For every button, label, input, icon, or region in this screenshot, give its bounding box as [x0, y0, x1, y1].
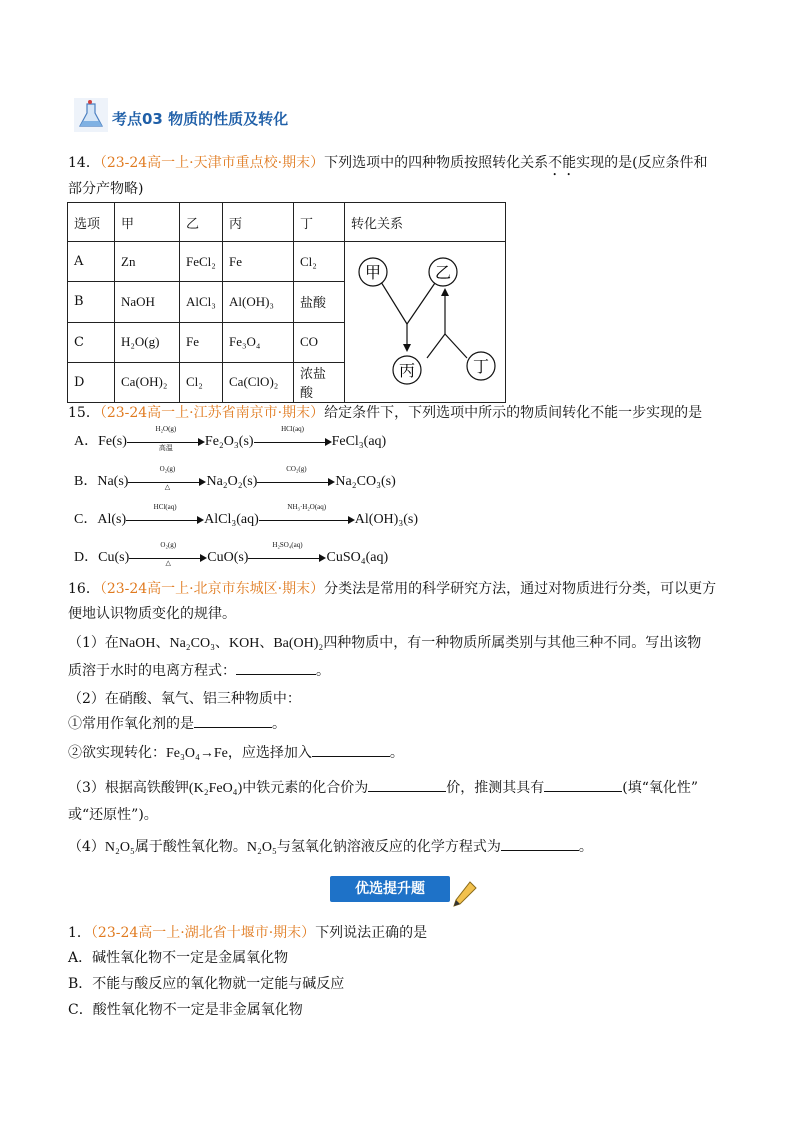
q16-part4: [68, 836, 593, 856]
answer-blank[interactable]: [236, 660, 316, 675]
q16-part2a: [68, 713, 286, 733]
arrow-condition: CO₂(g): [286, 464, 307, 473]
table-cell: Ca(OH)₂: [115, 362, 180, 402]
q1-option-a[interactable]: A．碱性氧化物不一定是金属氧化物: [68, 950, 289, 966]
table-cell: Cl₂: [180, 362, 223, 402]
species: CuO(s): [207, 550, 249, 565]
table-header: 丁: [294, 203, 345, 242]
table-cell: Fe: [180, 322, 223, 362]
q16-text: ，应选择加入: [227, 745, 312, 761]
q15-source: （23-24高一上·江苏省南京市·期末）: [99, 405, 325, 421]
q16-source: （23-24高一上·北京市东城区·期末）: [99, 581, 325, 597]
q16-text: （3）根据高铁酸钾: [68, 780, 189, 796]
arrow-condition: HCl(aq): [281, 424, 305, 433]
q15-option-a: [74, 424, 387, 452]
q16-intro: 分类法是常用的科学研究方法，通过对物质进行分类，可以更方: [324, 581, 717, 597]
transform-diagram: [345, 242, 505, 398]
arrow-condition: HCl(aq): [153, 502, 177, 511]
q16-number: 16．: [68, 581, 100, 597]
table-cell: NaOH: [115, 282, 180, 322]
q16-text: ①常用作氧化剂的是: [68, 716, 194, 732]
answer-blank[interactable]: [312, 742, 390, 757]
table-cell: 浓盐酸: [294, 362, 345, 402]
table-cell: 盐酸: [294, 282, 345, 322]
reaction-arrow: [248, 540, 326, 565]
table-header: 丙: [223, 203, 294, 242]
reaction-arrow: [127, 424, 205, 452]
q16-text: 。: [316, 663, 330, 679]
arrow-condition: H₂SO₄(aq): [272, 540, 303, 549]
q16-chem: N₂O₅: [246, 840, 277, 855]
species: Na₂CO₃(s): [335, 474, 396, 489]
species: AlCl₃(aq): [204, 512, 259, 527]
table-cell: B: [68, 282, 115, 322]
q15-option-b: [74, 464, 396, 491]
table-cell: Fe₃O₄: [223, 322, 294, 362]
q16-chem: (K₂FeO₄): [188, 781, 243, 796]
table-cell: D: [68, 362, 115, 402]
q15-option-c: [74, 502, 418, 528]
q14-emphasis: 不能: [548, 155, 577, 171]
q15-number: 15．: [68, 405, 100, 421]
q14-text: 下列选项中的四种物质按照转化关系: [324, 155, 549, 171]
table-header: 转化关系: [345, 203, 506, 242]
q16-chem: NaOH、Na₂CO₃、KOH、Ba(OH)₂: [118, 636, 324, 651]
arrow-condition: O₂(g): [159, 464, 176, 473]
species: Al(OH)₃(s): [354, 512, 418, 527]
q16-text: 与氢氧化钠溶液反应的化学方程式为: [276, 839, 501, 855]
q16-text: 。: [389, 745, 404, 761]
q1-number: 1．: [68, 925, 91, 941]
q16-text: 质溶于水时的电离方程式：: [68, 663, 236, 679]
species: CuSO₄(aq): [326, 550, 389, 565]
table-header: 选项: [68, 203, 115, 242]
q16-chem: N₂O₅: [104, 840, 135, 855]
q16-text: （4）: [68, 839, 105, 855]
q16-text: 。: [272, 716, 286, 732]
q16-text: 价，推测其具有: [446, 780, 545, 796]
q16-chem: Fe₃O₄→Fe: [166, 746, 228, 761]
table-header: 甲: [115, 203, 180, 242]
table-cell: FeCl₂: [180, 242, 223, 282]
q16-text: 。: [578, 839, 593, 855]
option-label: B．: [74, 474, 98, 489]
q15-option-d: [74, 540, 389, 567]
node-yi: 乙: [434, 263, 452, 282]
option-label: A．: [74, 434, 99, 449]
q1-source: （23-24高一上·湖北省十堰市·期末）: [90, 925, 316, 941]
q16-text: ②欲实现转化：: [68, 745, 166, 761]
arrow-condition-below: 高温: [158, 443, 173, 452]
topic-title: 考点03 物质的性质及转化: [112, 110, 289, 128]
species: Na₂O₂(s): [206, 474, 258, 489]
arrow-condition-below: △: [165, 558, 171, 567]
answer-blank[interactable]: [194, 713, 272, 728]
table-cell: A: [68, 242, 115, 282]
transform-diagram-cell: [345, 242, 506, 403]
table-cell: C: [68, 322, 115, 362]
q14-line2: 部分产物略): [68, 181, 144, 197]
reaction-arrow: [257, 464, 335, 489]
species: Fe₂O₃(s): [204, 434, 254, 449]
species: Fe(s): [98, 434, 127, 449]
reaction-arrow: [254, 424, 332, 449]
species: Al(s): [97, 512, 127, 527]
table-cell: Al(OH)₃: [223, 282, 294, 322]
q16-part1-cont: [68, 660, 330, 680]
table-cell: Cl₂: [294, 242, 345, 282]
arrow-condition: O₂(g): [160, 540, 177, 549]
arrow-condition-below: △: [164, 482, 171, 491]
node-jia: 甲: [364, 263, 382, 282]
q16-part1: [68, 632, 701, 652]
option-label: C．: [74, 512, 98, 527]
q1-line1: [68, 922, 427, 942]
table-row: [68, 242, 506, 282]
q15-text: 给定条件下，下列选项中所示的物质间转化不能一步实现的是: [324, 405, 703, 421]
table-cell: Zn: [115, 242, 180, 282]
q16-text: (填“氧化性”: [622, 780, 699, 796]
q15-line1: [68, 402, 702, 422]
q16-text: 四种物质中，有一种物质所属类别与其他三种不同。写出该物: [323, 635, 702, 651]
topic-icon: [74, 98, 108, 132]
pencil-icon: [452, 880, 478, 908]
q16-part3-cont: 或“还原性”)。: [68, 807, 158, 823]
q16-part2: （2）在硝酸、氧气、铝三种物质中：: [68, 691, 301, 707]
reaction-arrow: [126, 502, 204, 527]
table-cell: CO: [294, 322, 345, 362]
q1-option-b[interactable]: B．不能与酸反应的氧化物就一定能与碱反应: [68, 976, 345, 992]
q14-source: （23-24高一上·天津市重点校·期末）: [99, 155, 325, 171]
arrow-condition: H₂O(g): [155, 424, 177, 433]
q1-text: 下列说法正确的是: [315, 925, 428, 941]
reaction-arrow: [259, 502, 355, 527]
section-banner: 优选提升题: [330, 876, 450, 902]
answer-blank[interactable]: [368, 777, 446, 792]
q14-line1: [68, 152, 708, 179]
species: FeCl₃(aq): [331, 434, 387, 449]
table-cell: H₂O(g): [115, 322, 180, 362]
species: Cu(s): [98, 550, 130, 565]
option-label: D．: [74, 550, 99, 565]
node-ding: 丁: [472, 357, 490, 376]
q16-part2b: [68, 742, 404, 762]
table-cell: Fe: [223, 242, 294, 282]
table-header: 乙: [180, 203, 223, 242]
table-cell: Ca(ClO)₂: [223, 362, 294, 402]
q16-part3: [68, 777, 698, 797]
answer-blank[interactable]: [544, 777, 622, 792]
table-header-row: [68, 203, 506, 242]
q16-text: （1）在: [68, 635, 119, 651]
answer-blank[interactable]: [501, 836, 579, 851]
reaction-arrow: [128, 464, 206, 491]
species: Na(s): [97, 474, 129, 489]
table-cell: AlCl₃: [180, 282, 223, 322]
q16-intro-cont: 便地认识物质变化的规律。: [68, 606, 236, 622]
q1-option-c[interactable]: C．酸性氧化物不一定是非金属氧化物: [68, 1002, 303, 1018]
arrow-condition: NH₃·H₂O(aq): [287, 502, 327, 511]
reaction-arrow: [129, 540, 207, 567]
q14-text-cont: 实现的是(反应条件和: [576, 155, 708, 171]
q14-table: [67, 202, 506, 403]
q16-text: 属于酸性氧化物。: [134, 839, 247, 855]
q14-number: 14．: [68, 155, 100, 171]
q16-text: 中铁元素的化合价为: [242, 780, 369, 796]
node-bing: 丙: [398, 361, 416, 380]
q16-line1: [68, 578, 716, 598]
